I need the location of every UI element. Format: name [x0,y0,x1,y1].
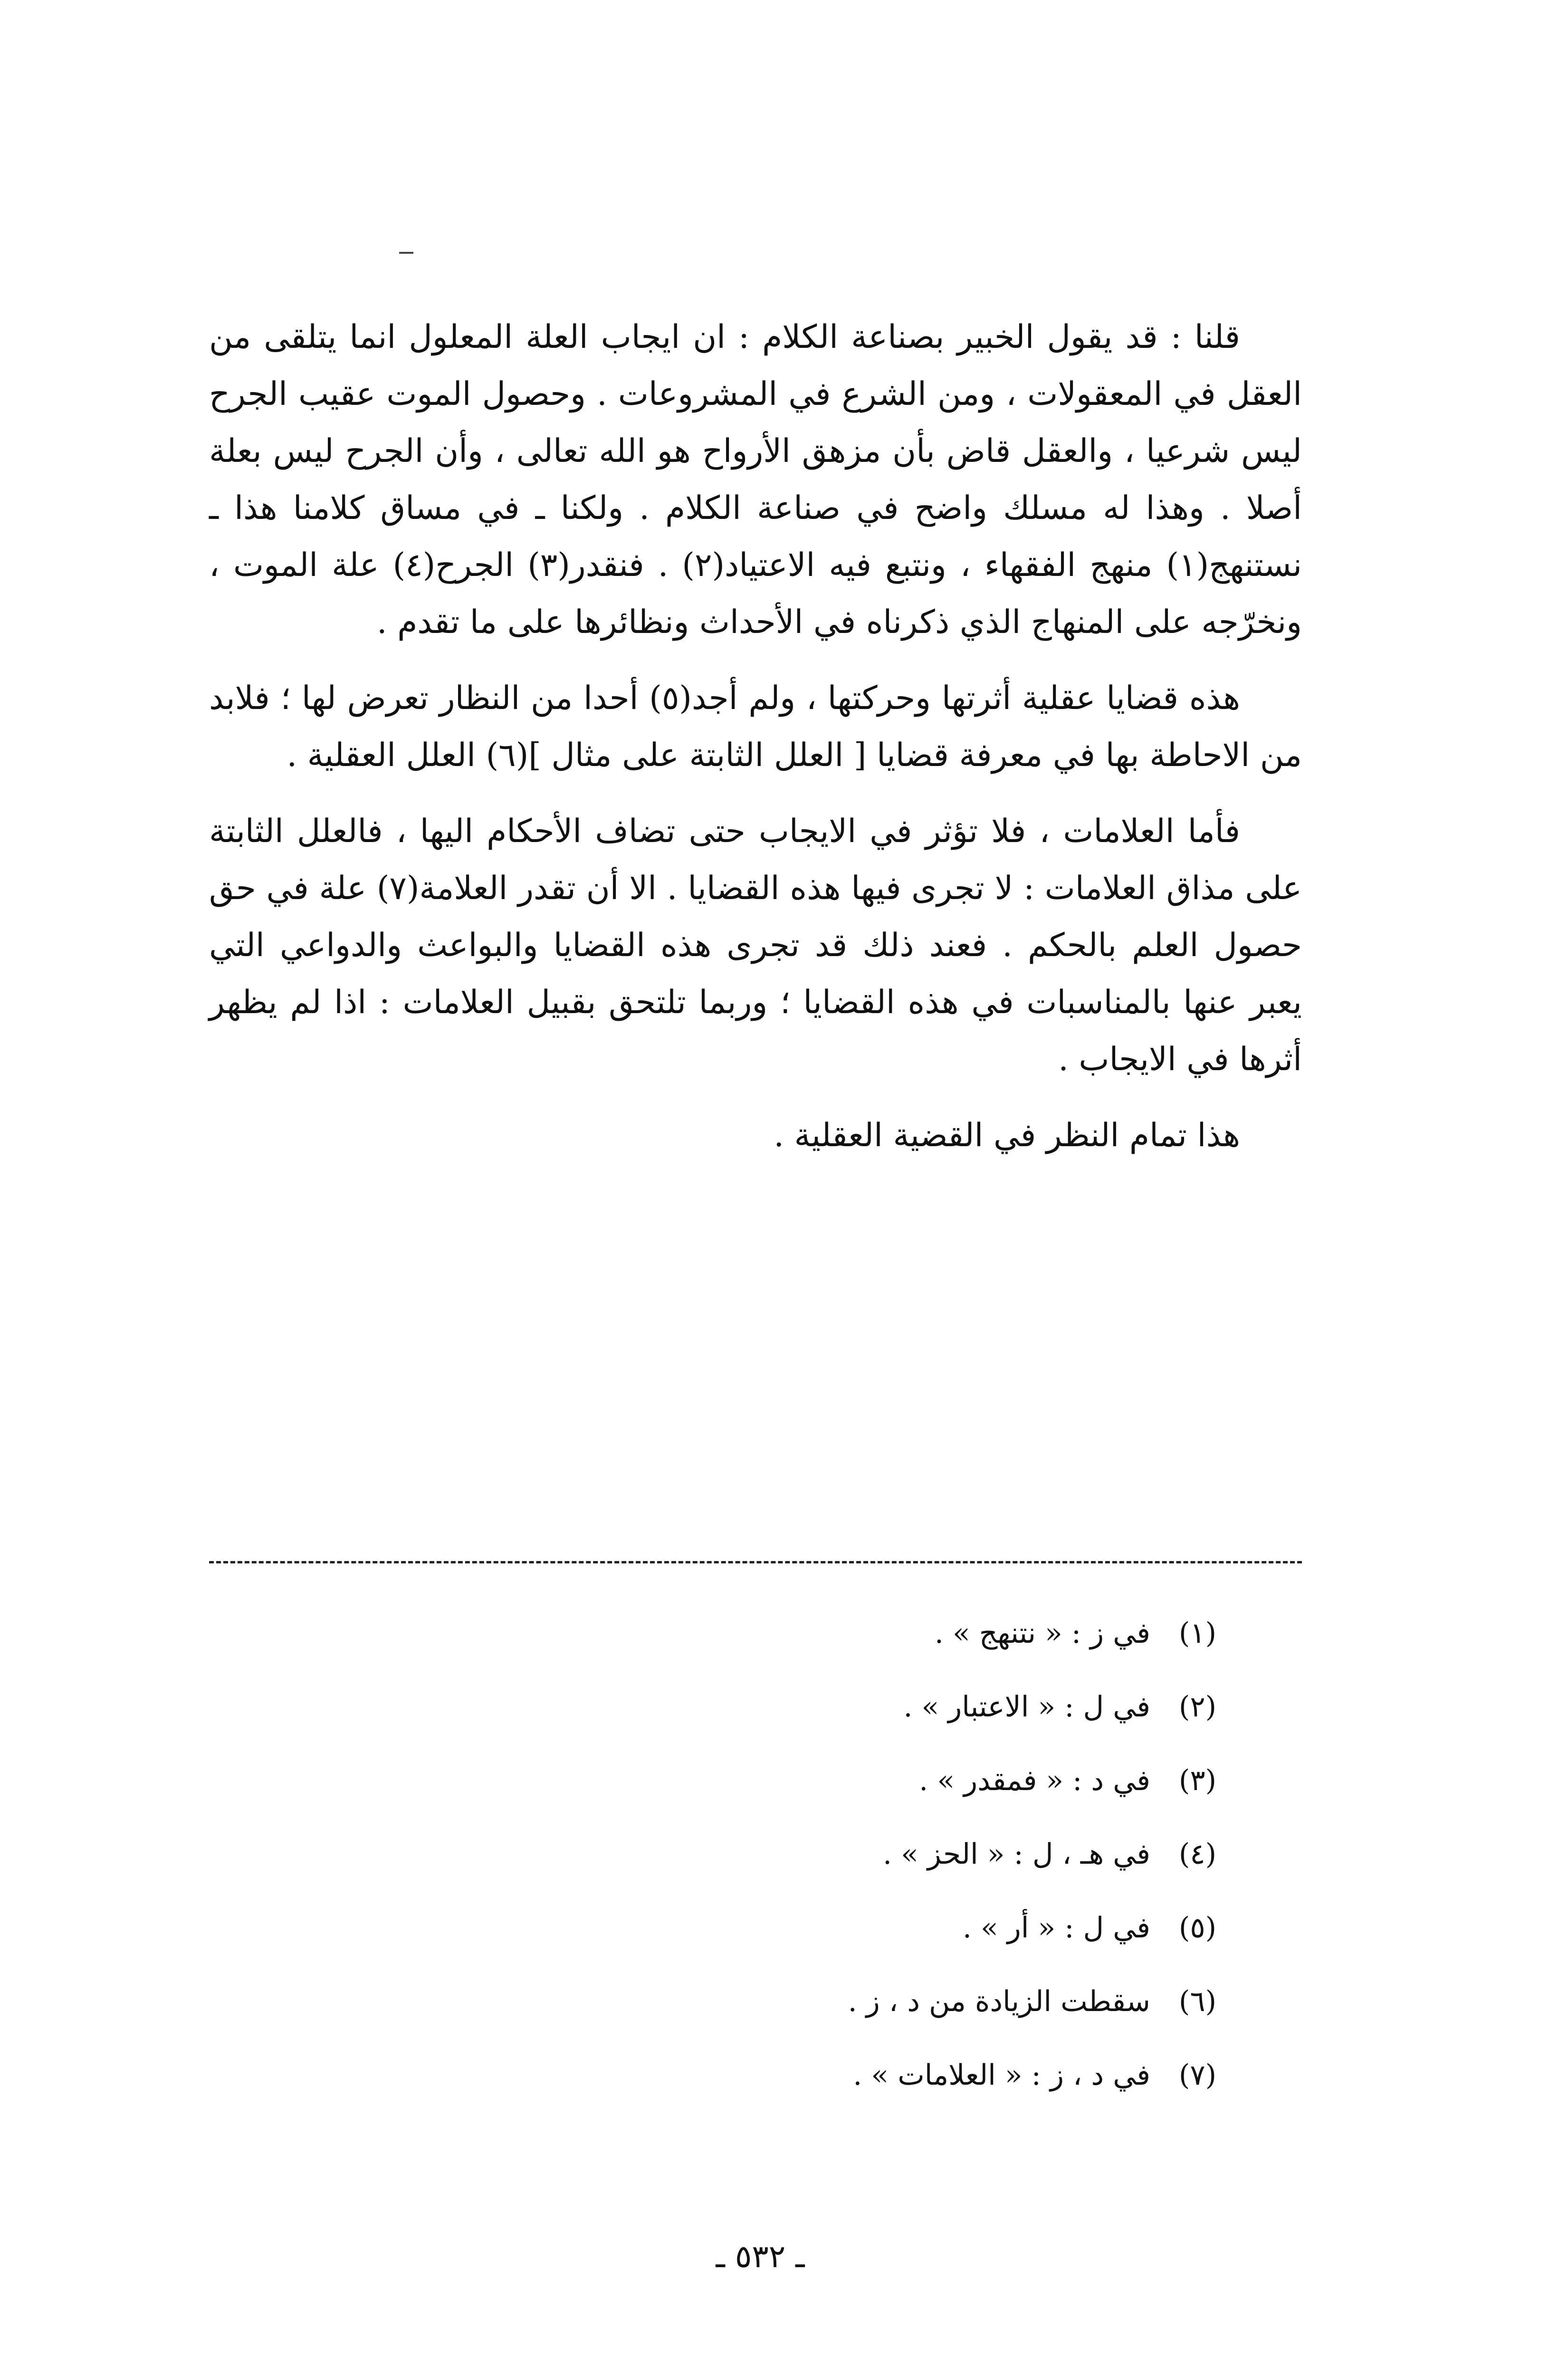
text-line: الموت عقيب الجرح ليس شرعيا ، والعقل قاض بأن مزهق الأرواح هو [209,375,1302,470]
footnote-text: في ل : « الاعتبار » . [903,1690,1150,1724]
footnote-number: (٦) [1178,1985,1216,2018]
text-line: الاعتياد(٢) . فنقدر(٣) الجرح(٤) علة الموت ، ونخرّجه على المنهاج الذي [209,546,1302,641]
closing-line: هذا تمام النظر في القضية العقلية . [774,1117,1240,1154]
footnote-text: في د ، ز : « العلامات » . [853,2059,1150,2092]
footnote-number: (٥) [1178,1911,1216,1945]
footnote-text: في د : « فمقدر » . [919,1764,1150,1797]
footnote-number: (٣) [1178,1764,1216,1797]
text-line: الكلام . ولكنا ـ في مساق كلامنا هذا ـ نستنهج(١) منهج الفقهاء ، ونتبع فيه [209,489,1302,584]
footnote-number: (١) [1178,1617,1216,1650]
text-line: تقدر العلامة(٧) علة في حق حصول العلم بالحكم . فعند ذلك قد تجرى [209,870,1302,964]
footnote-text: في ز : « نتنهج » . [934,1617,1150,1650]
text-line: هذه القضايا والبواعث والدواعي التي يعبر عنها بالمناسبات في هذه القضايا ؛ [209,927,1302,1021]
footnote-4 [665,1818,1216,1891]
footnote-1 [665,1597,1216,1670]
footnote-6 [665,1965,1216,2039]
text-line: ذكرناه في الأحداث ونظائرها على ما تقدم . [376,604,950,641]
footnote-3 [665,1744,1216,1818]
footnote-2 [665,1670,1216,1744]
footnote-7 [665,2039,1216,2112]
text-line: فأما العلامات ، فلا تؤثر في الايجاب حتى تضاف الأحكام اليها ، [396,813,1241,850]
top-mark [399,252,413,254]
text-line: الله تعالى ، وأن الجرح ليس بعلة أصلا . وهذا له مسلك واضح في صناعة [209,432,1302,527]
text-line: يتلقى من العقل في المعقولات ، ومن الشرع في المشروعات . وحصول [209,318,1302,413]
text-line: هذه قضايا عقلية أثرتها وحركتها ، ولم أجد(٥) أحدا من النظار [439,680,1241,717]
text-line: قلنا : قد يقول الخبير بصناعة الكلام : ان ايجاب العلة المعلول انما [349,318,1240,356]
paragraph-2 [209,670,1302,784]
footnote-number: (٢) [1178,1690,1216,1724]
paragraph-1 [209,309,1302,651]
paragraph-3 [209,803,1302,1088]
text-line: فالعلل الثابتة على مذاق العلامات : لا تجرى فيها هذه القضايا . الا أن [209,813,1302,907]
footnotes [665,1597,1216,2112]
footnote-text: سقطت الزيادة من د ، ز . [848,1985,1150,2018]
footnote-5 [665,1891,1216,1965]
page-number: ـ ٥٣٢ ـ [716,2238,805,2275]
footnote-divider [209,1561,1302,1563]
main-text [209,309,1302,1164]
footnote-text: في هـ ، ل : « الحز » . [882,1838,1150,1871]
text-line: تعرض لها ؛ فلابد من الاحاطة بها في معرفة قضايا [ العلل الثابتة على [209,680,1302,774]
text-line: مثال ](٦) العلل العقلية . [287,737,612,774]
footnote-text: في ل : « أر » . [962,1911,1150,1945]
footnote-number: (٤) [1178,1838,1216,1871]
text-line: وربما تلتحق بقبيل العلامات : اذا لم يظهر أثرها في الايجاب . [209,984,1302,1078]
footnote-number: (٧) [1178,2059,1216,2092]
